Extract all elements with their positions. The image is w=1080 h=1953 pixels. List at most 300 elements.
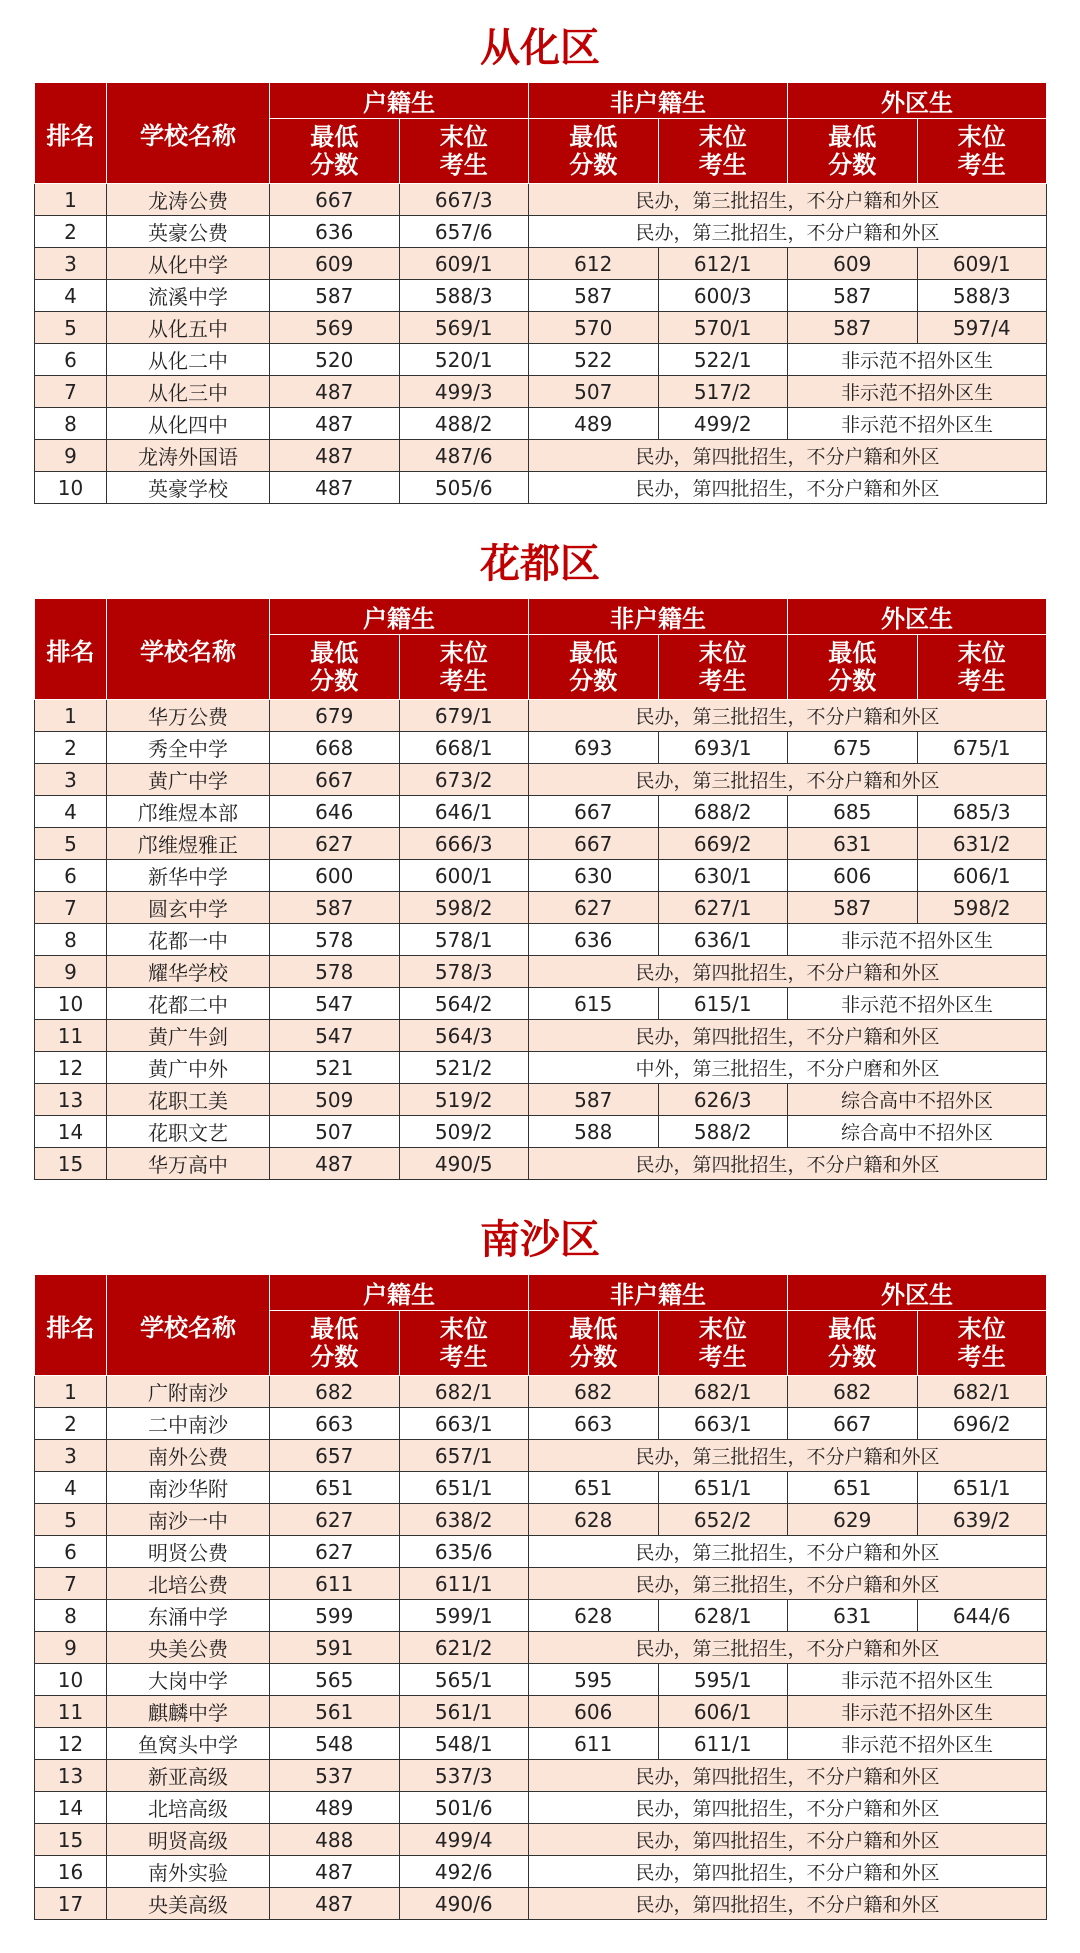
table-row — [35, 796, 1047, 828]
hukou-last-student: 521/2 — [399, 1052, 529, 1084]
non-hukou-last-student: 688/2 — [658, 796, 788, 828]
header-last-student: 末位 考生 — [917, 635, 1047, 700]
table-row — [35, 828, 1047, 860]
hukou-last-student: 509/2 — [399, 1116, 529, 1148]
non-hukou-last-student: 627/1 — [658, 892, 788, 924]
table-row — [35, 988, 1047, 1020]
hukou-last-student: 578/1 — [399, 924, 529, 956]
note-cell: 民办，第三批招生，不分户籍和外区 — [529, 216, 1047, 248]
hukou-last-student: 537/3 — [399, 1760, 529, 1792]
outside-min-score: 587 — [788, 312, 918, 344]
non-hukou-last-student: 595/1 — [658, 1664, 788, 1696]
hukou-min-score: 609 — [270, 248, 400, 280]
outside-last-student: 644/6 — [917, 1600, 1047, 1632]
header-non-hukou: 非户籍生 — [529, 1275, 788, 1311]
non-hukou-last-student: 570/1 — [658, 312, 788, 344]
school-name-cell: 邝维煜雅正 — [107, 828, 270, 860]
school-name-cell: 龙涛外国语 — [107, 440, 270, 472]
non-hukou-min-score: 606 — [529, 1696, 659, 1728]
header-min-score: 最低 分数 — [270, 1311, 400, 1376]
non-hukou-min-score: 570 — [529, 312, 659, 344]
header-non-hukou: 非户籍生 — [529, 83, 788, 119]
table-row — [35, 1052, 1047, 1084]
district-block — [0, 540, 1080, 1180]
non-hukou-min-score: 522 — [529, 344, 659, 376]
school-name-cell: 圆玄中学 — [107, 892, 270, 924]
rank-cell: 4 — [35, 1472, 107, 1504]
hukou-last-student: 490/5 — [399, 1148, 529, 1180]
hukou-min-score: 591 — [270, 1632, 400, 1664]
table-row — [35, 248, 1047, 280]
header-min-score: 最低 分数 — [788, 119, 918, 184]
rank-cell: 3 — [35, 248, 107, 280]
non-hukou-last-student: 600/3 — [658, 280, 788, 312]
hukou-min-score: 578 — [270, 924, 400, 956]
table-row — [35, 1792, 1047, 1824]
hukou-last-student: 487/6 — [399, 440, 529, 472]
table-row — [35, 860, 1047, 892]
header-min-score: 最低 分数 — [788, 1311, 918, 1376]
outside-min-score: 629 — [788, 1504, 918, 1536]
school-name-cell: 大岗中学 — [107, 1664, 270, 1696]
table-row — [35, 1376, 1047, 1408]
hukou-min-score: 646 — [270, 796, 400, 828]
note-cell: 民办，第四批招生，不分户籍和外区 — [529, 956, 1047, 988]
hukou-last-student: 505/6 — [399, 472, 529, 504]
non-hukou-min-score: 636 — [529, 924, 659, 956]
non-hukou-last-student: 651/1 — [658, 1472, 788, 1504]
rank-cell: 1 — [35, 700, 107, 732]
outside-min-score: 675 — [788, 732, 918, 764]
header-rank: 排名 — [35, 83, 107, 184]
school-name-cell: 从化五中 — [107, 312, 270, 344]
hukou-last-student: 651/1 — [399, 1472, 529, 1504]
outside-last-student: 651/1 — [917, 1472, 1047, 1504]
rank-cell: 9 — [35, 1632, 107, 1664]
note-cell: 民办，第四批招生，不分户籍和外区 — [529, 440, 1047, 472]
hukou-min-score: 599 — [270, 1600, 400, 1632]
header-last-student: 末位 考生 — [399, 635, 529, 700]
header-non-hukou: 非户籍生 — [529, 599, 788, 635]
hukou-min-score: 507 — [270, 1116, 400, 1148]
note-cell: 民办，第三批招生，不分户籍和外区 — [529, 1440, 1047, 1472]
note-cell: 民办，第三批招生，不分户籍和外区 — [529, 700, 1047, 732]
outside-min-score: 651 — [788, 1472, 918, 1504]
header-rank: 排名 — [35, 1275, 107, 1376]
school-name-cell: 花都二中 — [107, 988, 270, 1020]
non-hukou-last-student: 522/1 — [658, 344, 788, 376]
outside-last-student: 696/2 — [917, 1408, 1047, 1440]
rank-cell: 10 — [35, 1664, 107, 1696]
header-min-score: 最低 分数 — [788, 635, 918, 700]
hukou-min-score: 520 — [270, 344, 400, 376]
non-hukou-min-score: 693 — [529, 732, 659, 764]
note-cell: 非示范不招外区生 — [788, 924, 1047, 956]
table-row — [35, 184, 1047, 216]
note-cell: 中外，第三批招生，不分户磨和外区 — [529, 1052, 1047, 1084]
rank-cell: 15 — [35, 1824, 107, 1856]
non-hukou-min-score: 628 — [529, 1504, 659, 1536]
non-hukou-last-student: 499/2 — [658, 408, 788, 440]
outside-min-score: 587 — [788, 280, 918, 312]
school-name-cell: 新亚高级 — [107, 1760, 270, 1792]
note-cell: 民办，第三批招生，不分户籍和外区 — [529, 1536, 1047, 1568]
rank-cell: 10 — [35, 472, 107, 504]
hukou-min-score: 487 — [270, 376, 400, 408]
table-row — [35, 312, 1047, 344]
outside-min-score: 587 — [788, 892, 918, 924]
non-hukou-min-score: 588 — [529, 1116, 659, 1148]
note-cell: 非示范不招外区生 — [788, 408, 1047, 440]
school-name-cell: 东涌中学 — [107, 1600, 270, 1632]
hukou-last-student: 499/3 — [399, 376, 529, 408]
table-row — [35, 440, 1047, 472]
hukou-last-student: 667/3 — [399, 184, 529, 216]
header-last-student: 末位 考生 — [658, 1311, 788, 1376]
hukou-min-score: 547 — [270, 1020, 400, 1052]
hukou-last-student: 609/1 — [399, 248, 529, 280]
hukou-min-score: 627 — [270, 828, 400, 860]
outside-last-student: 631/2 — [917, 828, 1047, 860]
rank-cell: 5 — [35, 312, 107, 344]
school-name-cell: 从化中学 — [107, 248, 270, 280]
table-body — [35, 184, 1047, 504]
rank-cell: 7 — [35, 892, 107, 924]
hukou-min-score: 547 — [270, 988, 400, 1020]
hukou-min-score: 627 — [270, 1536, 400, 1568]
hukou-last-student: 599/1 — [399, 1600, 529, 1632]
rank-cell: 6 — [35, 1536, 107, 1568]
header-last-student: 末位 考生 — [658, 119, 788, 184]
table-row — [35, 1760, 1047, 1792]
non-hukou-last-student: 626/3 — [658, 1084, 788, 1116]
hukou-min-score: 509 — [270, 1084, 400, 1116]
table-row — [35, 1116, 1047, 1148]
table-row — [35, 1536, 1047, 1568]
non-hukou-min-score: 611 — [529, 1728, 659, 1760]
non-hukou-last-student: 588/2 — [658, 1116, 788, 1148]
hukou-last-student: 679/1 — [399, 700, 529, 732]
outside-min-score: 682 — [788, 1376, 918, 1408]
hukou-min-score: 487 — [270, 1888, 400, 1920]
non-hukou-last-student: 606/1 — [658, 1696, 788, 1728]
note-cell: 民办，第四批招生，不分户籍和外区 — [529, 1888, 1047, 1920]
hukou-min-score: 667 — [270, 764, 400, 796]
table-row — [35, 1504, 1047, 1536]
rank-cell: 2 — [35, 732, 107, 764]
non-hukou-min-score: 587 — [529, 1084, 659, 1116]
school-name-cell: 英豪公费 — [107, 216, 270, 248]
table-row — [35, 1728, 1047, 1760]
hukou-min-score: 487 — [270, 408, 400, 440]
hukou-min-score: 548 — [270, 1728, 400, 1760]
rank-cell: 9 — [35, 956, 107, 988]
table-row — [35, 1824, 1047, 1856]
outside-last-student: 685/3 — [917, 796, 1047, 828]
school-name-cell: 从化三中 — [107, 376, 270, 408]
school-name-cell: 华万公费 — [107, 700, 270, 732]
non-hukou-last-student: 652/2 — [658, 1504, 788, 1536]
non-hukou-last-student: 611/1 — [658, 1728, 788, 1760]
school-name-cell: 黄广中学 — [107, 764, 270, 796]
rank-cell: 13 — [35, 1084, 107, 1116]
rank-cell: 13 — [35, 1760, 107, 1792]
school-name-cell: 央美高级 — [107, 1888, 270, 1920]
rank-cell: 1 — [35, 1376, 107, 1408]
rank-cell: 14 — [35, 1116, 107, 1148]
note-cell: 民办，第三批招生，不分户籍和外区 — [529, 184, 1047, 216]
non-hukou-min-score: 587 — [529, 280, 659, 312]
non-hukou-last-student: 628/1 — [658, 1600, 788, 1632]
hukou-last-student: 490/6 — [399, 1888, 529, 1920]
hukou-last-student: 646/1 — [399, 796, 529, 828]
rank-cell: 12 — [35, 1728, 107, 1760]
rank-cell: 2 — [35, 216, 107, 248]
outside-last-student: 609/1 — [917, 248, 1047, 280]
hukou-min-score: 537 — [270, 1760, 400, 1792]
note-cell: 民办，第四批招生，不分户籍和外区 — [529, 472, 1047, 504]
hukou-last-student: 548/1 — [399, 1728, 529, 1760]
non-hukou-last-student: 636/1 — [658, 924, 788, 956]
hukou-min-score: 565 — [270, 1664, 400, 1696]
header-min-score: 最低 分数 — [270, 635, 400, 700]
outside-last-student: 598/2 — [917, 892, 1047, 924]
hukou-min-score: 578 — [270, 956, 400, 988]
header-hukou: 户籍生 — [270, 599, 529, 635]
hukou-min-score: 569 — [270, 312, 400, 344]
rank-cell: 4 — [35, 796, 107, 828]
non-hukou-min-score: 627 — [529, 892, 659, 924]
non-hukou-last-student: 682/1 — [658, 1376, 788, 1408]
school-name-cell: 黄广牛剑 — [107, 1020, 270, 1052]
school-name-cell: 从化四中 — [107, 408, 270, 440]
outside-last-student: 675/1 — [917, 732, 1047, 764]
hukou-last-student: 668/1 — [399, 732, 529, 764]
hukou-last-student: 564/2 — [399, 988, 529, 1020]
note-cell: 综合高中不招外区 — [788, 1084, 1047, 1116]
district-title: 花都区 — [480, 541, 600, 587]
school-name-cell: 麒麟中学 — [107, 1696, 270, 1728]
hukou-last-student: 673/2 — [399, 764, 529, 796]
note-cell: 民办，第四批招生，不分户籍和外区 — [529, 1824, 1047, 1856]
non-hukou-min-score: 667 — [529, 796, 659, 828]
hukou-min-score: 487 — [270, 1856, 400, 1888]
header-rank: 排名 — [35, 599, 107, 700]
score-table — [34, 82, 1047, 504]
non-hukou-min-score: 489 — [529, 408, 659, 440]
header-last-student: 末位 考生 — [658, 635, 788, 700]
school-name-cell: 邝维煜本部 — [107, 796, 270, 828]
note-cell: 非示范不招外区生 — [788, 1728, 1047, 1760]
hukou-min-score: 587 — [270, 280, 400, 312]
note-cell: 非示范不招外区生 — [788, 376, 1047, 408]
table-row — [35, 280, 1047, 312]
rank-cell: 1 — [35, 184, 107, 216]
hukou-last-student: 666/3 — [399, 828, 529, 860]
header-outside: 外区生 — [788, 1275, 1047, 1311]
rank-cell: 12 — [35, 1052, 107, 1084]
outside-min-score: 667 — [788, 1408, 918, 1440]
hukou-min-score: 682 — [270, 1376, 400, 1408]
note-cell: 民办，第四批招生，不分户籍和外区 — [529, 1020, 1047, 1052]
hukou-last-student: 564/3 — [399, 1020, 529, 1052]
header-min-score: 最低 分数 — [529, 635, 659, 700]
rank-cell: 8 — [35, 924, 107, 956]
header-last-student: 末位 考生 — [917, 1311, 1047, 1376]
rank-cell: 5 — [35, 828, 107, 860]
rank-cell: 10 — [35, 988, 107, 1020]
table-row — [35, 924, 1047, 956]
note-cell: 民办，第四批招生，不分户籍和外区 — [529, 1148, 1047, 1180]
hukou-min-score: 587 — [270, 892, 400, 924]
rank-cell: 8 — [35, 1600, 107, 1632]
school-name-cell: 南沙一中 — [107, 1504, 270, 1536]
hukou-min-score: 663 — [270, 1408, 400, 1440]
note-cell: 非示范不招外区生 — [788, 344, 1047, 376]
school-name-cell: 从化二中 — [107, 344, 270, 376]
non-hukou-last-student: 663/1 — [658, 1408, 788, 1440]
non-hukou-last-student: 517/2 — [658, 376, 788, 408]
non-hukou-last-student: 693/1 — [658, 732, 788, 764]
table-row — [35, 1568, 1047, 1600]
hukou-last-student: 638/2 — [399, 1504, 529, 1536]
rank-cell: 17 — [35, 1888, 107, 1920]
outside-min-score: 631 — [788, 1600, 918, 1632]
school-name-cell: 北培高级 — [107, 1792, 270, 1824]
hukou-last-student: 635/6 — [399, 1536, 529, 1568]
header-last-student: 末位 考生 — [399, 119, 529, 184]
hukou-min-score: 600 — [270, 860, 400, 892]
table-row — [35, 1020, 1047, 1052]
table-body — [35, 700, 1047, 1180]
school-name-cell: 华万高中 — [107, 1148, 270, 1180]
table-body — [35, 1376, 1047, 1920]
hukou-last-student: 492/6 — [399, 1856, 529, 1888]
note-cell: 非示范不招外区生 — [788, 1696, 1047, 1728]
outside-last-student: 682/1 — [917, 1376, 1047, 1408]
header-outside: 外区生 — [788, 83, 1047, 119]
non-hukou-min-score: 615 — [529, 988, 659, 1020]
rank-cell: 11 — [35, 1020, 107, 1052]
hukou-last-student: 598/2 — [399, 892, 529, 924]
rank-cell: 6 — [35, 344, 107, 376]
score-table — [34, 1274, 1047, 1920]
rank-cell: 16 — [35, 1856, 107, 1888]
hukou-min-score: 651 — [270, 1472, 400, 1504]
school-name-cell: 明贤高级 — [107, 1824, 270, 1856]
rank-cell: 14 — [35, 1792, 107, 1824]
hukou-min-score: 611 — [270, 1568, 400, 1600]
hukou-min-score: 636 — [270, 216, 400, 248]
header-school: 学校名称 — [107, 1275, 270, 1376]
non-hukou-last-student: 612/1 — [658, 248, 788, 280]
header-last-student: 末位 考生 — [399, 1311, 529, 1376]
rank-cell: 8 — [35, 408, 107, 440]
outside-last-student: 606/1 — [917, 860, 1047, 892]
school-name-cell: 秀全中学 — [107, 732, 270, 764]
rank-cell: 15 — [35, 1148, 107, 1180]
hukou-last-student: 561/1 — [399, 1696, 529, 1728]
table-row — [35, 1148, 1047, 1180]
rank-cell: 3 — [35, 764, 107, 796]
hukou-last-student: 611/1 — [399, 1568, 529, 1600]
non-hukou-min-score: 612 — [529, 248, 659, 280]
rank-cell: 6 — [35, 860, 107, 892]
non-hukou-min-score: 667 — [529, 828, 659, 860]
school-name-cell: 南外公费 — [107, 1440, 270, 1472]
school-name-cell: 英豪学校 — [107, 472, 270, 504]
table-row — [35, 376, 1047, 408]
table-row — [35, 408, 1047, 440]
hukou-last-student: 621/2 — [399, 1632, 529, 1664]
note-cell: 民办，第三批招生，不分户籍和外区 — [529, 1632, 1047, 1664]
table-row — [35, 1440, 1047, 1472]
note-cell: 非示范不招外区生 — [788, 1664, 1047, 1696]
table-row — [35, 1472, 1047, 1504]
hukou-min-score: 487 — [270, 472, 400, 504]
header-hukou: 户籍生 — [270, 83, 529, 119]
hukou-last-student: 682/1 — [399, 1376, 529, 1408]
hukou-min-score: 657 — [270, 1440, 400, 1472]
district-title: 南沙区 — [480, 1217, 600, 1263]
table-row — [35, 732, 1047, 764]
table-row — [35, 344, 1047, 376]
table-row — [35, 472, 1047, 504]
outside-last-student: 588/3 — [917, 280, 1047, 312]
rank-cell: 2 — [35, 1408, 107, 1440]
school-name-cell: 南外实验 — [107, 1856, 270, 1888]
school-name-cell: 花职工美 — [107, 1084, 270, 1116]
hukou-last-student: 569/1 — [399, 312, 529, 344]
hukou-last-student: 657/1 — [399, 1440, 529, 1472]
rank-cell: 3 — [35, 1440, 107, 1472]
table-row — [35, 1632, 1047, 1664]
school-name-cell: 龙涛公费 — [107, 184, 270, 216]
hukou-last-student: 520/1 — [399, 344, 529, 376]
hukou-last-student: 600/1 — [399, 860, 529, 892]
header-min-score: 最低 分数 — [529, 1311, 659, 1376]
header-hukou: 户籍生 — [270, 1275, 529, 1311]
district-block — [0, 1216, 1080, 1920]
table-row — [35, 216, 1047, 248]
school-name-cell: 央美公费 — [107, 1632, 270, 1664]
hukou-last-student: 663/1 — [399, 1408, 529, 1440]
hukou-last-student: 501/6 — [399, 1792, 529, 1824]
header-min-score: 最低 分数 — [270, 119, 400, 184]
rank-cell: 7 — [35, 1568, 107, 1600]
outside-last-student: 597/4 — [917, 312, 1047, 344]
note-cell: 民办，第三批招生，不分户籍和外区 — [529, 1568, 1047, 1600]
non-hukou-last-student: 615/1 — [658, 988, 788, 1020]
non-hukou-min-score: 651 — [529, 1472, 659, 1504]
rank-cell: 5 — [35, 1504, 107, 1536]
school-name-cell: 二中南沙 — [107, 1408, 270, 1440]
school-name-cell: 鱼窝头中学 — [107, 1728, 270, 1760]
header-school: 学校名称 — [107, 599, 270, 700]
table-row — [35, 1084, 1047, 1116]
table-row — [35, 892, 1047, 924]
hukou-min-score: 668 — [270, 732, 400, 764]
hukou-last-student: 565/1 — [399, 1664, 529, 1696]
hukou-min-score: 487 — [270, 1148, 400, 1180]
table-row — [35, 1696, 1047, 1728]
note-cell: 综合高中不招外区 — [788, 1116, 1047, 1148]
score-table — [34, 598, 1047, 1180]
outside-min-score: 631 — [788, 828, 918, 860]
non-hukou-last-student: 669/2 — [658, 828, 788, 860]
note-cell: 民办，第四批招生，不分户籍和外区 — [529, 1856, 1047, 1888]
outside-last-student: 639/2 — [917, 1504, 1047, 1536]
